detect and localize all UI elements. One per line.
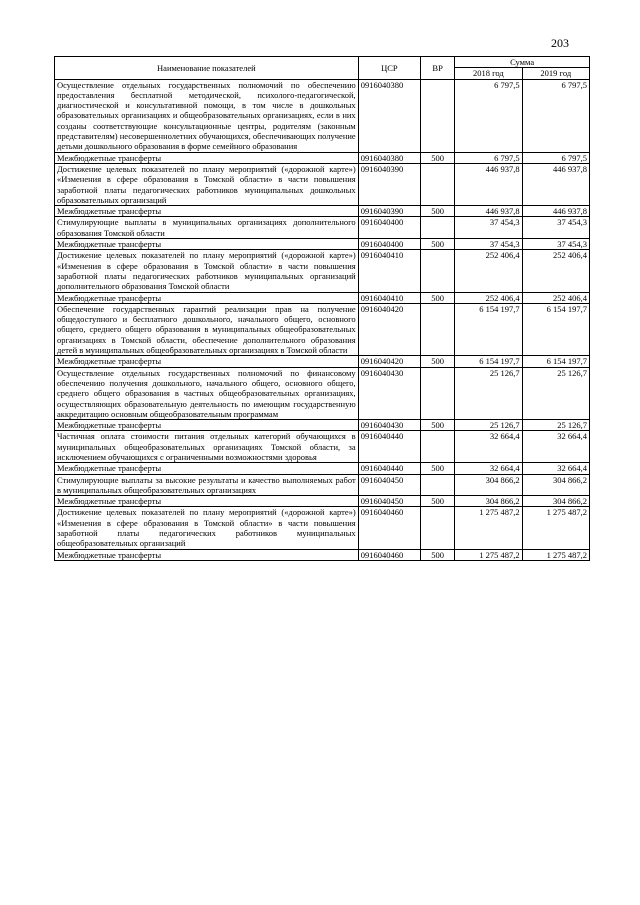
row-vr: 500: [421, 152, 455, 163]
row-sum-2018: 32 664,4: [455, 463, 522, 474]
row-vr: 500: [421, 420, 455, 431]
table-row: [55, 217, 590, 239]
row-sum-2018: 37 454,3: [455, 217, 522, 239]
row-name: Обеспечение государственных гарантий реализации прав на получение общедоступного и бесплатного дошкольного, начального общего, основного общего, среднего общего образования в муниципальных общеобразовательных организациях в Томской области, обеспечение дополнительного образования детей в муниципальных общеобразовательных организациях в Томской области: [55, 303, 359, 355]
row-sum-2018: 1 275 487,2: [455, 507, 522, 549]
row-name: Стимулирующие выплаты в муниципальных организациях дополнительного образования Томской области: [55, 217, 359, 239]
row-sum-2018: 252 406,4: [455, 250, 522, 292]
row-sum-2019: 1 275 487,2: [522, 507, 589, 549]
row-csr: 0916040460: [358, 549, 420, 560]
table-row: [55, 474, 590, 496]
row-csr: 0916040380: [358, 79, 420, 152]
row-sum-2018: 25 126,7: [455, 420, 522, 431]
row-csr: 0916040410: [358, 250, 420, 292]
row-name: Осуществление отдельных государственных полномочий по финансовому обеспечению получения дошкольного, начального общего, основного общего, среднего общего образования в частных общеобразовательных организациях, осуществляющих образовательную деятельность по имеющим государственную аккредитацию основным общеобразовательным программам: [55, 367, 359, 419]
table-body: [55, 79, 590, 560]
row-name: Осуществление отдельных государственных полномочий по обеспечению предоставления бесплатной методической, психолого-педагогической, диагностической и консультативной помощи, в том числе в дошкольных образовательных организациях и общеобразовательных организациях, если в них созданы соответствующие консультационные центры, родителям (законным представителям) несовершеннолетних обучающихся, обеспечивающих получение детьми дошкольного образования в форме семейного образования: [55, 79, 359, 152]
row-sum-2019: 252 406,4: [522, 250, 589, 292]
row-vr: [421, 217, 455, 239]
table-row: [55, 303, 590, 355]
row-sum-2019: 25 126,7: [522, 420, 589, 431]
row-sum-2018: 32 664,4: [455, 431, 522, 463]
row-sum-2019: 32 664,4: [522, 431, 589, 463]
row-csr: 0916040440: [358, 431, 420, 463]
row-vr: [421, 303, 455, 355]
header-year-2019: 2019 год: [522, 68, 589, 79]
row-name: Межбюджетные трансферты: [55, 420, 359, 431]
table-row: [55, 431, 590, 463]
row-sum-2018: 304 866,2: [455, 496, 522, 507]
row-name: Достижение целевых показателей по плану мероприятий («дорожной карте») «Изменения в сфере образования в Томской области» в части повышения заработной платы педагогических работников муниципальных общеобразовательных организаций: [55, 507, 359, 549]
row-name: Межбюджетные трансферты: [55, 152, 359, 163]
row-sum-2018: 6 797,5: [455, 79, 522, 152]
table-row: [55, 549, 590, 560]
row-vr: [421, 474, 455, 496]
row-csr: 0916040400: [358, 217, 420, 239]
row-csr: 0916040390: [358, 206, 420, 217]
row-csr: 0916040390: [358, 163, 420, 205]
row-sum-2019: 37 454,3: [522, 217, 589, 239]
row-sum-2018: 6 154 197,7: [455, 356, 522, 367]
row-vr: 500: [421, 292, 455, 303]
row-vr: [421, 431, 455, 463]
table-row: [55, 420, 590, 431]
page-number: 203: [551, 36, 569, 50]
row-sum-2019: 25 126,7: [522, 367, 589, 419]
row-name: Межбюджетные трансферты: [55, 239, 359, 250]
table-row: [55, 152, 590, 163]
budget-table: [54, 56, 590, 561]
row-csr: 0916040460: [358, 507, 420, 549]
row-sum-2019: 6 154 197,7: [522, 303, 589, 355]
row-name: Межбюджетные трансферты: [55, 292, 359, 303]
row-sum-2019: 446 937,8: [522, 206, 589, 217]
row-sum-2019: 6 797,5: [522, 152, 589, 163]
row-vr: 500: [421, 496, 455, 507]
row-sum-2019: 1 275 487,2: [522, 549, 589, 560]
row-csr: 0916040450: [358, 474, 420, 496]
header-sum: Сумма: [455, 57, 590, 68]
row-csr: 0916040450: [358, 496, 420, 507]
header-csr: ЦСР: [358, 57, 420, 80]
row-sum-2018: 446 937,8: [455, 163, 522, 205]
row-name: Стимулирующие выплаты за высокие результаты и качество выполняемых работ в муниципальных общеобразовательных организациях: [55, 474, 359, 496]
table-row: [55, 163, 590, 205]
row-sum-2018: 304 866,2: [455, 474, 522, 496]
row-vr: 500: [421, 239, 455, 250]
header-vr: ВР: [421, 57, 455, 80]
row-sum-2018: 1 275 487,2: [455, 549, 522, 560]
row-name: Межбюджетные трансферты: [55, 549, 359, 560]
row-csr: 0916040400: [358, 239, 420, 250]
row-name: Межбюджетные трансферты: [55, 206, 359, 217]
row-sum-2019: 6 154 197,7: [522, 356, 589, 367]
row-vr: [421, 367, 455, 419]
row-csr: 0916040420: [358, 303, 420, 355]
table-row: [55, 250, 590, 292]
row-sum-2018: 6 797,5: [455, 152, 522, 163]
row-sum-2018: 37 454,3: [455, 239, 522, 250]
row-name: Межбюджетные трансферты: [55, 463, 359, 474]
row-csr: 0916040440: [358, 463, 420, 474]
row-sum-2019: 6 797,5: [522, 79, 589, 152]
row-csr: 0916040380: [358, 152, 420, 163]
row-vr: 500: [421, 463, 455, 474]
row-vr: [421, 163, 455, 205]
row-sum-2019: 304 866,2: [522, 496, 589, 507]
table-row: [55, 79, 590, 152]
row-name: Частичная оплата стоимости питания отдельных категорий обучающихся в муниципальных общеобразовательных организациях Томской области, за исключением обучающихся с ограниченными возможностями здоровья: [55, 431, 359, 463]
row-name: Межбюджетные трансферты: [55, 496, 359, 507]
row-vr: [421, 507, 455, 549]
row-vr: 500: [421, 356, 455, 367]
row-sum-2019: 37 454,3: [522, 239, 589, 250]
table-row: [55, 367, 590, 419]
row-sum-2019: 304 866,2: [522, 474, 589, 496]
table-row: [55, 496, 590, 507]
row-sum-2018: 446 937,8: [455, 206, 522, 217]
header-name: Наименование показателей: [55, 57, 359, 80]
table-row: [55, 206, 590, 217]
row-vr: 500: [421, 549, 455, 560]
row-vr: [421, 79, 455, 152]
table-row: [55, 356, 590, 367]
row-csr: 0916040430: [358, 420, 420, 431]
row-vr: [421, 250, 455, 292]
row-sum-2018: 6 154 197,7: [455, 303, 522, 355]
header-year-2018: 2018 год: [455, 68, 522, 79]
row-name: Достижение целевых показателей по плану мероприятий («дорожной карте») «Изменения в сфере образования в Томской области» в части повышения заработной платы педагогических работников муниципальных организаций дополнительного образования Томской области: [55, 250, 359, 292]
table-row: [55, 463, 590, 474]
row-csr: 0916040410: [358, 292, 420, 303]
row-name: Достижение целевых показателей по плану мероприятий («дорожной карте») «Изменения в сфере образования в Томской области» в части повышения заработной платы педагогических работников муниципальных дошкольных образовательных организаций: [55, 163, 359, 205]
row-sum-2018: 25 126,7: [455, 367, 522, 419]
row-vr: 500: [421, 206, 455, 217]
row-csr: 0916040430: [358, 367, 420, 419]
row-name: Межбюджетные трансферты: [55, 356, 359, 367]
table-header: [55, 57, 590, 80]
row-sum-2019: 252 406,4: [522, 292, 589, 303]
table-row: [55, 507, 590, 549]
row-csr: 0916040420: [358, 356, 420, 367]
table-row: [55, 292, 590, 303]
table-row: [55, 239, 590, 250]
row-sum-2018: 252 406,4: [455, 292, 522, 303]
row-sum-2019: 32 664,4: [522, 463, 589, 474]
row-sum-2019: 446 937,8: [522, 163, 589, 205]
